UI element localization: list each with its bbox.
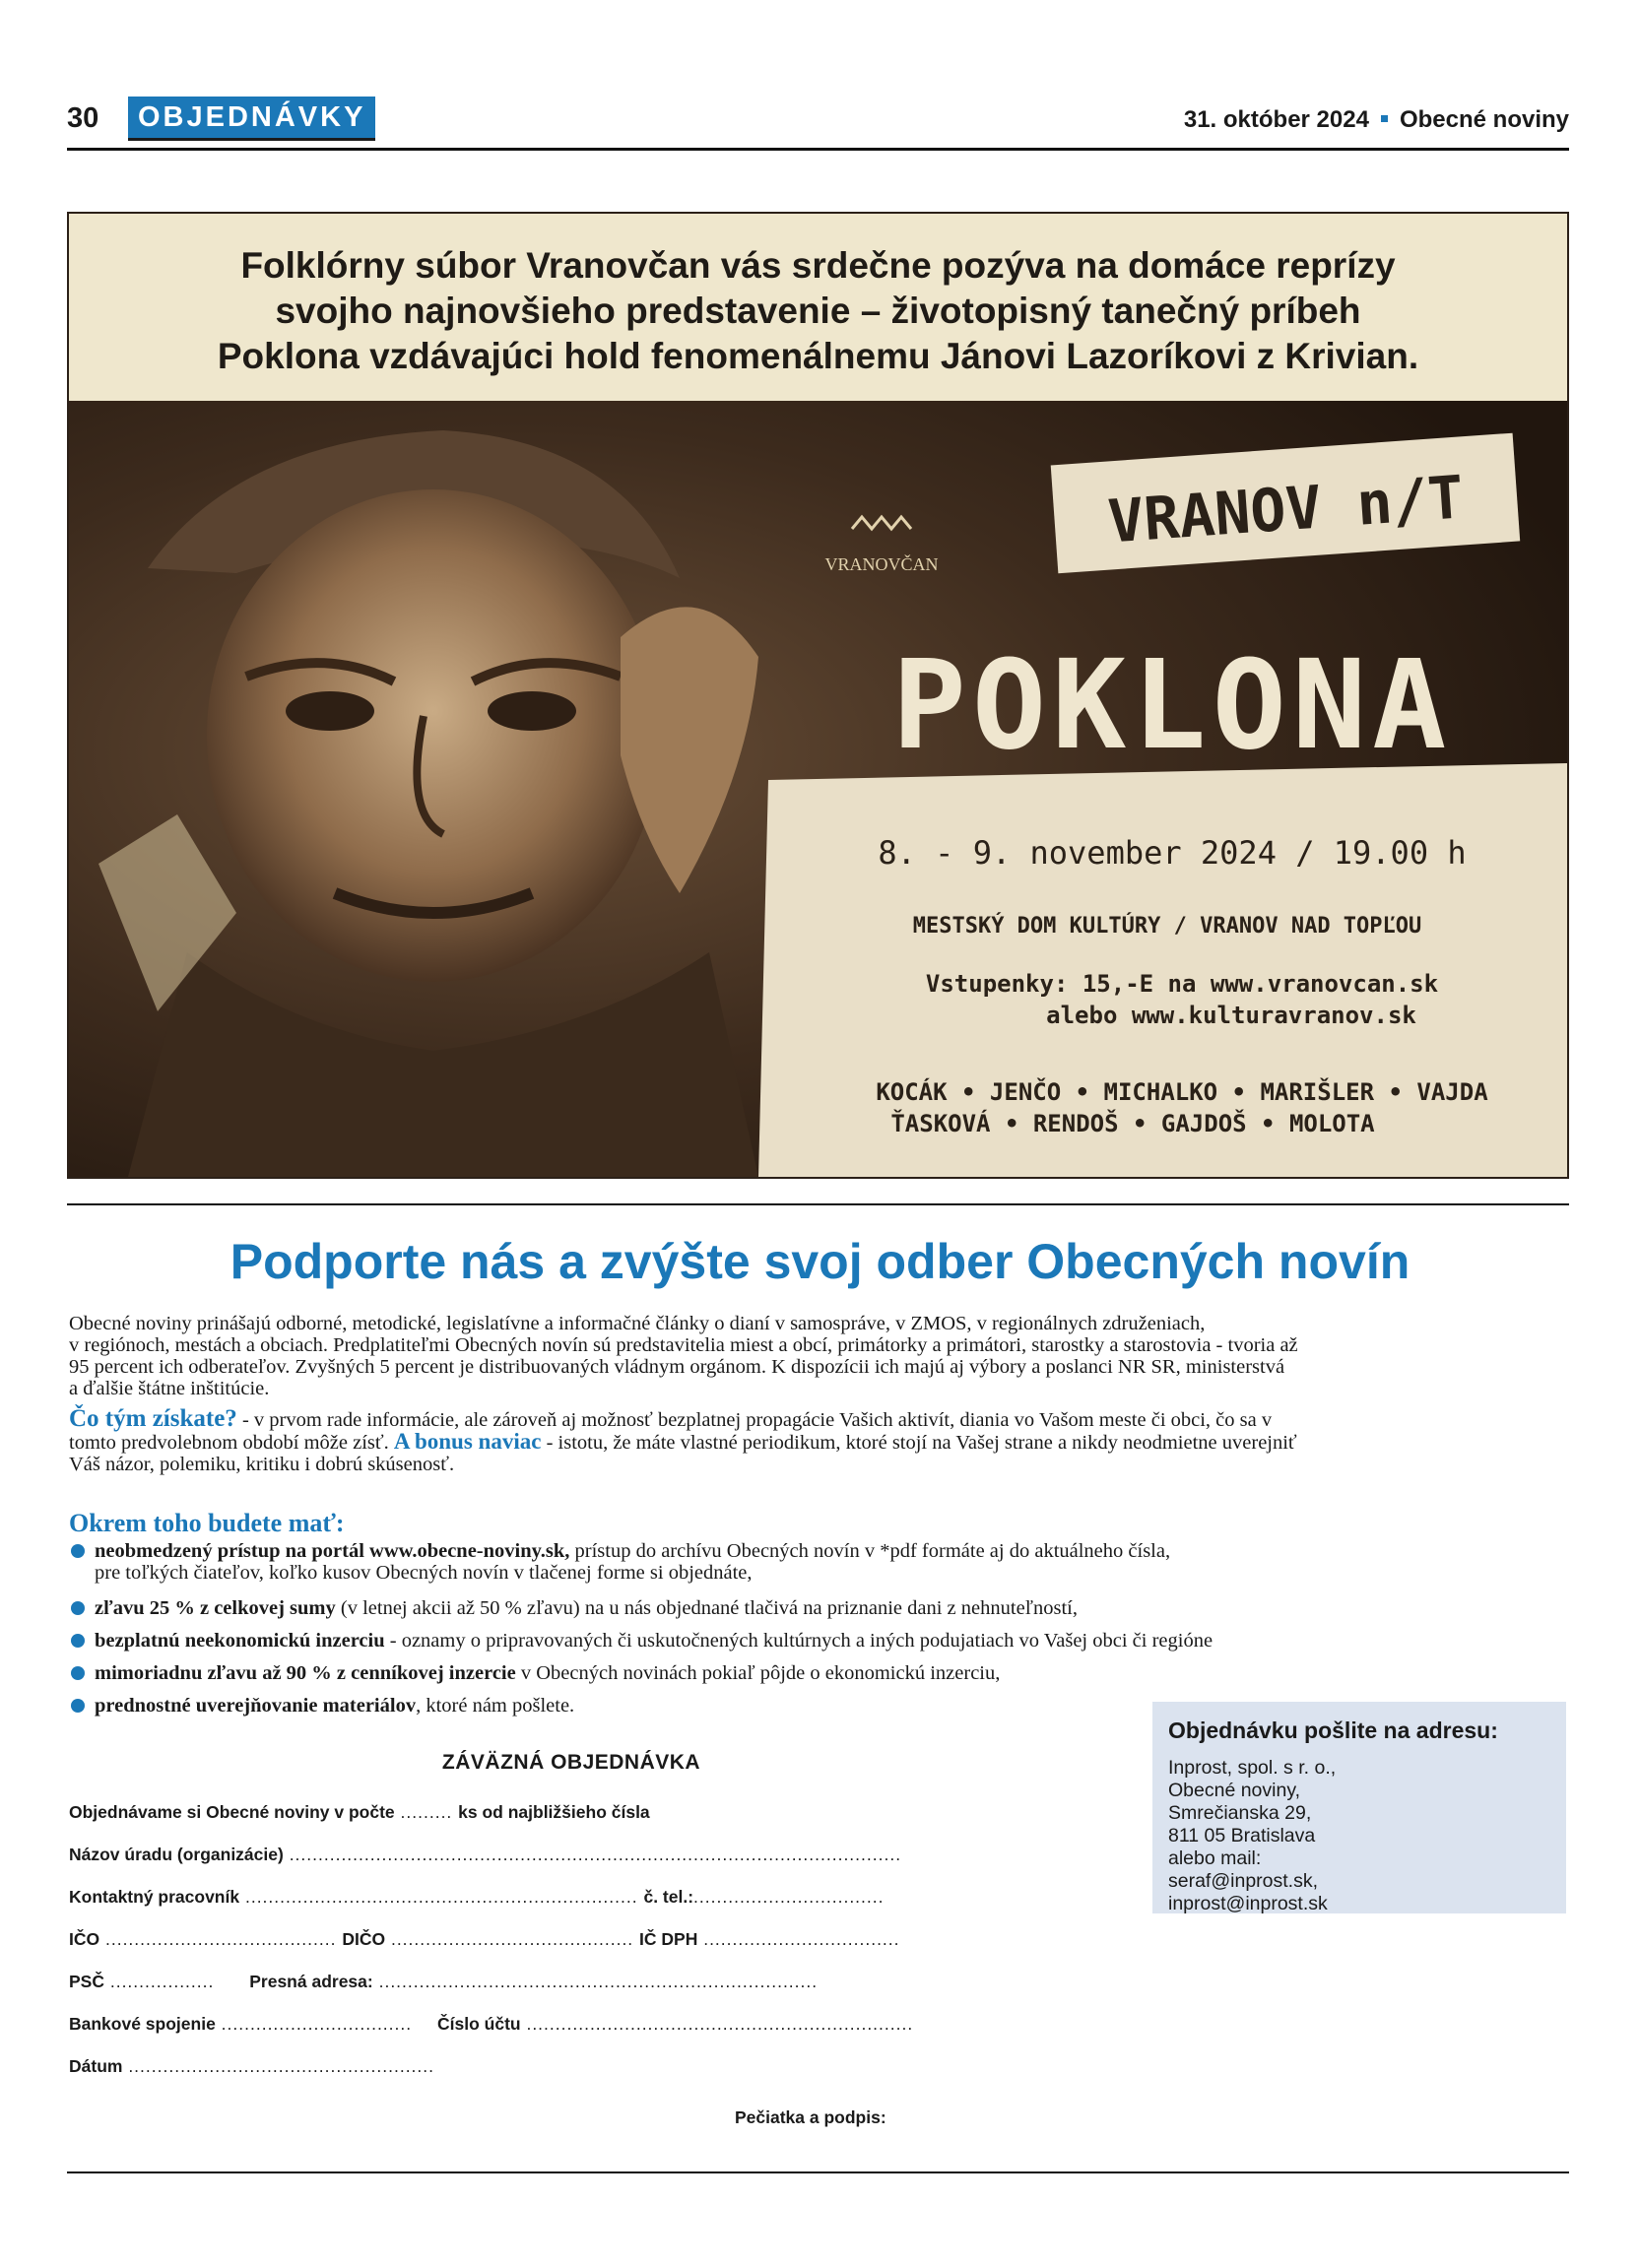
bullet-icon (71, 1601, 85, 1615)
footer-rule (67, 2171, 1569, 2173)
form-row-address[interactable] (69, 1972, 818, 1992)
icdph-label: IČ DPH (639, 1929, 698, 1949)
account-field[interactable]: ................................................................... (520, 2014, 914, 2034)
quantity-label: Objednávame si Obecné noviny v počte (69, 1802, 395, 1822)
bullet-icon (71, 1699, 85, 1713)
benefit-continuation: pre toľkých čiateľov, koľko kusov Obecných novín v tlačenej forme si objednáte, (95, 1562, 753, 1584)
psc-field[interactable]: .................. (103, 1972, 221, 1991)
intro-line: Obecné noviny prinášajú odborné, metodické, legislatívne a informačné články o dianí v samospráve, v ZMOS, v regionálnych združeniach, (69, 1313, 1206, 1334)
address-field[interactable]: ............................................................................ (372, 1972, 819, 1991)
address-line: Obecné noviny, (1168, 1780, 1301, 1801)
form-row-office[interactable] (69, 1845, 901, 1865)
bank-label: Bankové spojenie (69, 2014, 216, 2034)
benefit-text: v Obecných novinách pokiaľ pôjde o ekonomickú inzerciu, (515, 1662, 1001, 1684)
date-label: Dátum (69, 2056, 123, 2076)
benefit-text: , ktoré nám pošlete. (416, 1695, 575, 1717)
benefit-text: - oznamy o pripravovaných či uskutočnených kultúrnych a iných podujatiach vo Vašej obci či regióne (384, 1630, 1214, 1652)
signature-label: Pečiatka a podpis: (735, 2107, 886, 2127)
form-row-quantity[interactable] (69, 1802, 650, 1823)
contact-field[interactable]: .................................................................... (239, 1887, 644, 1907)
section-rule (67, 1203, 1569, 1205)
bullet-icon (71, 1666, 85, 1680)
poster-names-line1: KOCÁK • JENČO • MICHALKO • MARIŠLER • VAJDA (876, 1078, 1488, 1106)
address-line: Smrečianska 29, (1168, 1802, 1312, 1824)
address-line: alebo mail: (1168, 1847, 1262, 1869)
support-intro (69, 1313, 1566, 1399)
benefit-item (71, 1662, 1499, 1684)
event-intro (69, 214, 1567, 401)
event-intro-line: svojho najnovšieho predstavenie – životopisný tanečný príbeh (275, 291, 1361, 331)
gain-text: - v prvom rade informácie, ale zároveň aj možnosť bezplatnej propagácie Vašich aktivít, diania vo Vašom meste či obci, čo sa v (236, 1409, 1273, 1431)
dic-label: DIČO (342, 1929, 386, 1949)
bullet-icon (71, 1544, 85, 1558)
intro-line: v regiónoch, mestách a obciach. Predplatiteľmi Obecných novín sú predstavitelia miest a obcí, primátorky a primátori, starostky a starostovia - tvoria až (69, 1334, 1298, 1356)
header-rule (67, 148, 1569, 151)
phone-label: č. tel.: (643, 1887, 694, 1907)
gain-text: - istotu, že máte vlastné periodikum, ktoré stojí na Vašej strane a nikdy neodmietne uverejniť (541, 1432, 1297, 1454)
benefit-item (71, 1597, 1499, 1619)
address-title: Objednávku pošlite na adresu: (1168, 1717, 1498, 1743)
gain-paragraph (69, 1405, 1566, 1475)
bank-field[interactable]: ................................. (215, 2014, 418, 2034)
benefit-bold: prednostné uverejňovanie materiálov (95, 1695, 417, 1717)
gain-label: Čo tým získate? (69, 1405, 237, 1432)
gain-text: Váš názor, polemiku, kritiku i dobrú skúsenosť. (69, 1454, 455, 1475)
poster-date-time: 8. - 9. november 2024 / 19.00 h (878, 834, 1467, 872)
contact-label: Kontaktný pracovník (69, 1887, 240, 1907)
event-intro-line: Folklórny súbor Vranovčan vás srdečne pozýva na domáce reprízy (240, 245, 1396, 286)
bullet-icon (71, 1634, 85, 1648)
separator-square-icon (1381, 115, 1388, 122)
form-row-contact[interactable] (69, 1887, 885, 1908)
section-badge: OBJEDNÁVKY (128, 97, 375, 141)
benefit-bold: mimoriadnu zľavu až 90 % z cenníkovej inzercie (95, 1662, 516, 1684)
form-row-bank[interactable] (69, 2014, 913, 2035)
phone-field[interactable]: ................................. (693, 1887, 885, 1907)
benefit-bold: neobmedzený prístup na portál www.obecne-noviny.sk, (95, 1540, 570, 1562)
date-field[interactable]: ..................................................... (122, 2056, 435, 2076)
bonus-label: A bonus naviac (393, 1429, 542, 1454)
address-line: Inprost, spol. s r. o., (1168, 1757, 1337, 1779)
support-heading: Podporte nás a zvýšte svoj odber Obecných novín (230, 1234, 1410, 1289)
office-label: Názov úradu (organizácie) (69, 1845, 284, 1864)
page-number: 30 (67, 102, 99, 134)
address-lines (1168, 1757, 1336, 1915)
poster-tickets-line2: alebo www.kulturavranov.sk (1046, 1002, 1416, 1029)
psc-label: PSČ (69, 1972, 104, 1991)
account-label: Číslo účtu (437, 2014, 521, 2034)
issue-date: 31. október 2024 (1183, 106, 1369, 133)
address-label: Presná adresa: (249, 1972, 373, 1991)
address-line: seraf@inprost.sk, (1168, 1870, 1319, 1892)
icdph-field[interactable]: .................................. (697, 1929, 900, 1949)
poster-venue: MESTSKÝ DOM KULTÚRY / VRANOV NAD TOPĽOU (912, 914, 1422, 939)
poster-city: VRANOV n/T (1105, 463, 1467, 557)
ico-field[interactable]: ........................................ (99, 1929, 343, 1949)
header-dateline (1184, 106, 1569, 134)
benefit-text: prístup do archívu Obecných novín v *pdf formáte aj do aktuálneho čísla, (569, 1540, 1171, 1562)
event-poster (69, 401, 1567, 1177)
event-advertisement (67, 212, 1569, 1179)
event-intro-line: Poklona vzdávajúci hold fenomenálnemu Jánovi Lazoríkovi z Krivian. (217, 336, 1419, 376)
benefit-bold: bezplatnú neekonomickú inzerciu (95, 1630, 385, 1652)
intro-line: 95 percent ich odberateľov. Zvyšných 5 percent je distribuovaných vládnym orgánom. K dispozícii ich majú aj výbory a poslanci NR SR, ministerstvá (69, 1356, 1285, 1378)
dic-field[interactable]: .......................................... (385, 1929, 640, 1949)
benefit-item (71, 1540, 1499, 1584)
gain-text: tomto predvolebnom období môže zísť. (69, 1432, 394, 1454)
office-field[interactable]: .......................................................................................................... (283, 1845, 902, 1864)
ico-label: IČO (69, 1929, 100, 1949)
publication-name: Obecné noviny (1399, 106, 1569, 133)
benefit-bold: zľavu 25 % z celkovej sumy (95, 1597, 336, 1619)
form-row-date[interactable] (69, 2056, 434, 2077)
form-row-ids[interactable] (69, 1929, 900, 1950)
benefit-item (71, 1630, 1499, 1652)
address-box (1152, 1702, 1566, 1913)
quantity-suffix: ks od najbližšieho čísla (458, 1802, 650, 1822)
poster-tickets-line1: Vstupenky: 15,-E na www.vranovcan.sk (925, 970, 1439, 998)
benefit-text: (v letnej akcii až 50 % zľavu) na u nás objednané tlačivá na priznanie dani z nehnuteľností, (335, 1597, 1078, 1619)
address-line: inprost@inprost.sk (1168, 1893, 1328, 1914)
address-line: 811 05 Bratislava (1168, 1825, 1316, 1847)
benefits-heading: Okrem toho budete mať: (69, 1509, 345, 1537)
logo-text: VRANOVČAN (824, 554, 939, 574)
order-form-title: ZÁVÄZNÁ OBJEDNÁVKA (441, 1751, 701, 1774)
poster-names-line2: ŤASKOVÁ • RENDOŠ • GAJDOŠ • MOLOTA (890, 1110, 1375, 1137)
quantity-field[interactable]: ......... (394, 1802, 459, 1822)
poster-title: POKLONA (891, 634, 1453, 777)
intro-line: a ďalšie štátne inštitúcie. (69, 1378, 270, 1399)
